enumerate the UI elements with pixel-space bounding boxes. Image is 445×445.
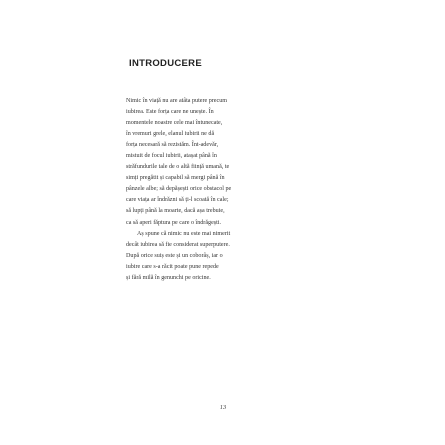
text-line: decât iubirea să fie considerat superputere. [126,241,230,248]
text-line: Nimic în viață nu are atâta putere precum [126,98,228,104]
text-line: străfundurile tale de o altă ființă umană, te [126,164,230,171]
text-line: iubire care s-a răcit poate pune repede [126,263,219,270]
text-line: După orice suiș este și un coborâș, iar o [126,252,223,259]
text-line: să lupți până la moarte, dacă așa trebuie, [126,208,225,215]
text-line: și fără milă în genunchi pe oricine. [126,274,211,281]
text-line: care viața ar îndrăzni să ți-l scoată în cale; [126,197,229,204]
text-line: Aș spune că nimic nu este mai nimerit [137,230,231,237]
body-text [126,96,326,284]
text-line: forța necesară să rezistăm. Înt-adevăr, [126,142,219,149]
text-line: momentele noastre cele mai întunecate, [126,120,223,127]
paragraph-1 [126,96,326,229]
paragraph-2 [126,229,326,284]
page-number: 13 [219,404,227,411]
text-line: în vremuri grele, elanul iubirii ne dă [126,131,215,138]
chapter-title: INTRODUCERE [129,58,202,69]
text-line: pânzele albe; să depășești orice obstacol pe [126,186,232,193]
text-line: iubirea. Este forța care ne unește. În [126,109,214,116]
text-line: simți pregătit și capabil să mergi până în [126,175,225,182]
text-line: ca să aperi făptura pe care o îndrăgești. [126,219,222,226]
text-line: mistuit de focul iubirii, atașat până în [126,153,217,160]
